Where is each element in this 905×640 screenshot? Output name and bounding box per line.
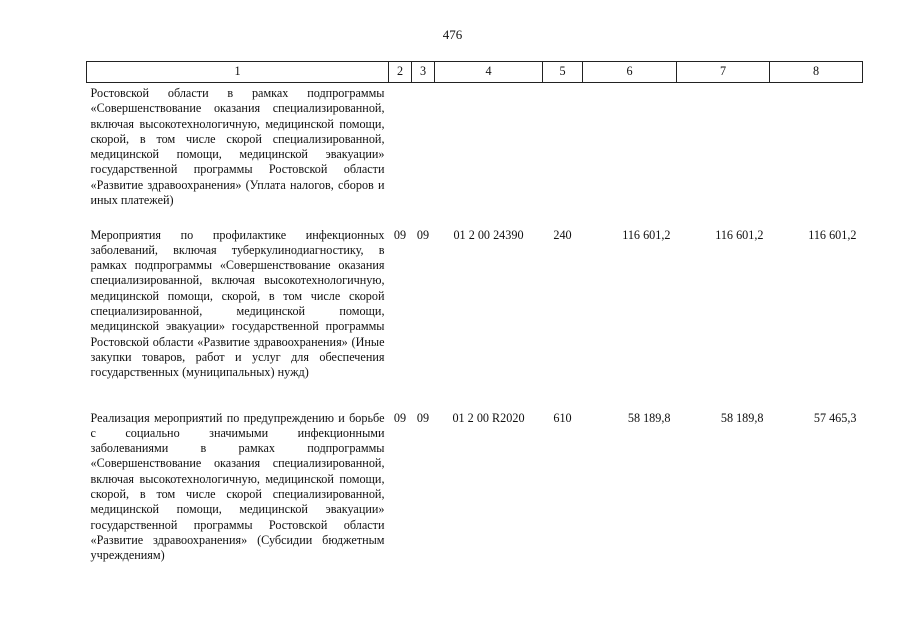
row-col6: 116 601,2 (622, 227, 671, 242)
row-col5 (543, 83, 583, 225)
column-header-8: 8 (770, 62, 863, 83)
page-number: 476 (442, 27, 463, 42)
row-col5: 240 (553, 227, 572, 242)
row-col8: 116 601,2 (808, 227, 857, 242)
column-header-4: 4 (435, 62, 543, 83)
row-col6: 58 189,8 (627, 410, 671, 425)
table-row (87, 83, 863, 225)
column-header-1: 1 (87, 62, 389, 83)
row-col8 (770, 83, 863, 225)
row-col3: 09 (416, 410, 430, 425)
row-col3: 09 (416, 227, 430, 242)
column-header-6: 6 (583, 62, 677, 83)
row-col8: 57 465,3 (813, 410, 857, 425)
budget-table (86, 61, 863, 563)
row-col2: 09 (393, 410, 407, 425)
row-description: Реализация мероприятий по предупреждению и борьбе с социально значимыми инфекционными заболеваниями в рамках подпрограммы «Совершенствование оказания специализированной, включая высокотехнологичную, медицинской помощи, скорой, в том числе скорой специализированной, медицинской помощи, медицинской эвакуации» государственной программы Ростовской области «Развитие здравоохранения» (Субсидии бюджетным учреждениям) (90, 410, 385, 563)
row-col3 (412, 83, 435, 225)
row-col6 (583, 83, 677, 225)
row-col5: 610 (553, 410, 572, 425)
row-col7: 58 189,8 (720, 410, 764, 425)
column-header-3: 3 (412, 62, 435, 83)
row-col4: 01 2 00 R2020 (452, 410, 525, 425)
row-col4: 01 2 00 24390 (453, 227, 524, 242)
row-description: Мероприятия по профилактике инфекционных заболеваний, включая туберкулинодиагностику, в рамках подпрограммы «Совершенствование оказания специализированной, включая высокотехнологичную, медицинской помощи, скорой, в том числе скорой специализированной, медицинской помощи, медицинской эвакуации» государственной программы Ростовской области «Развитие здравоохранения» (Иные закупки товаров, работ и услуг для обеспечения государственных (муниципальных) нужд) (90, 227, 385, 380)
row-description: Ростовской области в рамках подпрограммы «Совершенствование оказания специализированной, включая высокотехнологичную, медицинской помощи, скорой, в том числе скорой специализированной, медицинской помощи, медицинской эвакуации» государственной программы Ростовской области «Развитие здравоохранения» (Уплата налогов, сборов и иных платежей) (90, 86, 385, 208)
row-col4 (435, 83, 543, 225)
column-header-2: 2 (389, 62, 412, 83)
row-col7: 116 601,2 (715, 227, 764, 242)
row-col2 (389, 83, 412, 225)
table-row (87, 408, 863, 564)
table-row (87, 225, 863, 408)
table-header-row (87, 62, 863, 83)
column-header-5: 5 (543, 62, 583, 83)
row-col7 (677, 83, 770, 225)
row-col2: 09 (393, 227, 407, 242)
column-header-7: 7 (677, 62, 770, 83)
